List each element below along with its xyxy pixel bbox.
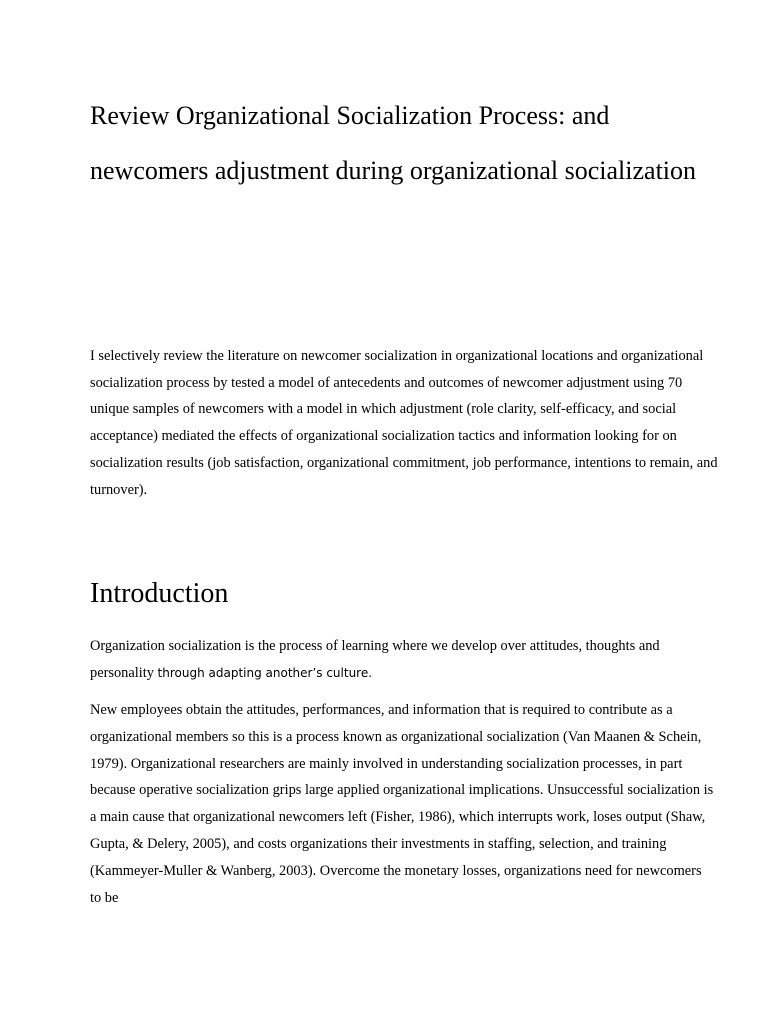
introduction-paragraph-2: New employees obtain the attitudes, performances, and information that is required to contribute as a organizational members so this is a process known as organizational socialization (Van Maanen & Schein, 1979). Organizational researchers are mainly involved in understanding socialization processes, in part because operative socialization grips large applied organizational implications. Unsuccessful socialization is a main cause that organizational newcomers left (Fisher, 1986), which interrupts work, loses output (Shaw, Gupta, & Delery, 2005), and costs organizations their investments in staffing, selection, and training (Kammeyer-Muller & Wanberg, 2003). Overcome the monetary losses, organizations need for newcomers to be bbox=[90, 702, 714, 906]
abstract-paragraph: I selectively review the literature on newcomer socialization in organizational locations and organizational socialization process by tested a model of antecedents and outcomes of newcomer adjustment using 70 unique samples of newcomers with a model in which adjustment (role clarity, self-efficacy, and social acceptance) mediated the effects of organizational socialization tactics and information looking for on socialization results (job satisfaction, organizational commitment, job performance, intentions to remain, and turnover). bbox=[90, 348, 718, 498]
document-title: Review Organizational Socialization Process: and newcomers adjustment during organizational socialization bbox=[90, 101, 697, 185]
introduction-heading: Introduction bbox=[90, 578, 229, 609]
introduction-paragraph-1-sans-run: through adapting another’s culture. bbox=[157, 666, 373, 680]
introduction-paragraph-1-text: Organization socialization is the process of learning where we develop over attitudes, thoughts and personality bbox=[90, 638, 660, 681]
introduction-paragraph-1 bbox=[90, 633, 720, 687]
